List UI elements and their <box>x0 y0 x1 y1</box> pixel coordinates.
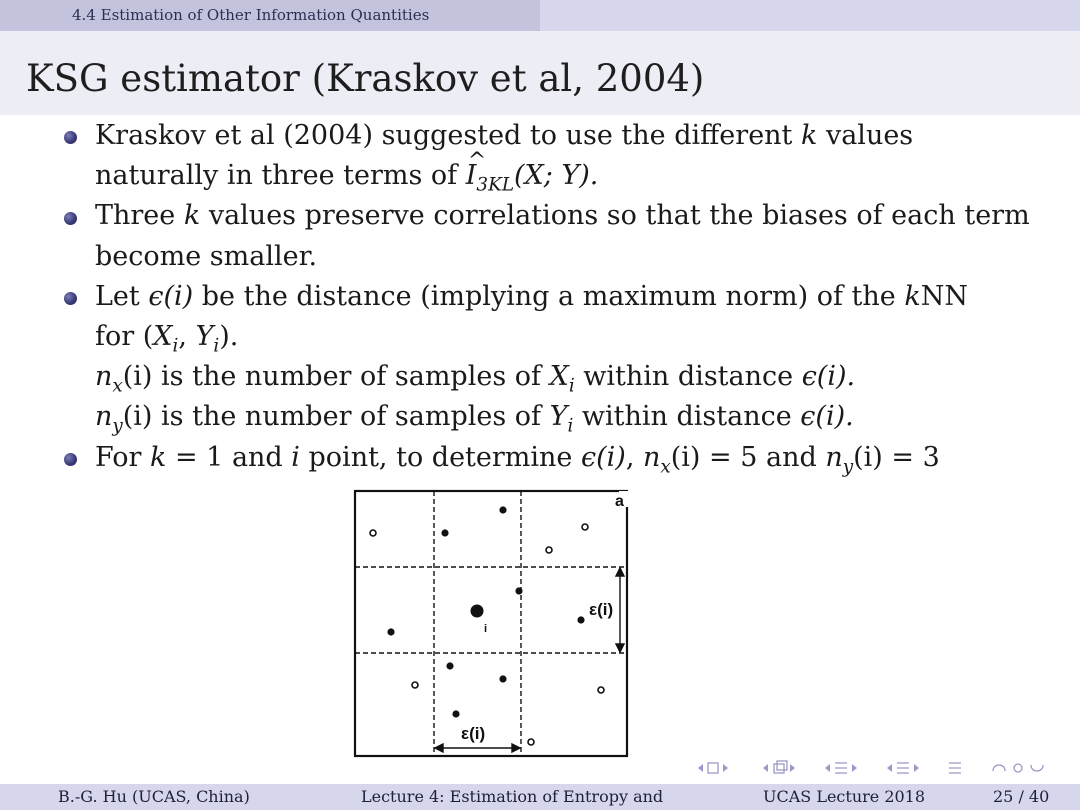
math-n: n <box>95 401 113 432</box>
math-k: k <box>801 120 818 151</box>
knn-figure <box>353 488 633 764</box>
footline <box>0 784 1080 810</box>
center-label: i <box>484 623 488 635</box>
undo-icon[interactable] <box>993 765 1005 771</box>
point <box>452 710 459 717</box>
point <box>441 529 448 536</box>
nav-frame-icon[interactable] <box>698 763 728 773</box>
math-subscript: x <box>112 375 123 397</box>
math-subscript: x <box>660 456 671 478</box>
bullet-icon <box>64 212 77 225</box>
text: NN <box>920 281 968 312</box>
section-title[interactable]: 4.4 Estimation of Other Information Quantities <box>0 0 540 31</box>
right-triangle-icon <box>790 764 795 772</box>
math-Y: Y <box>549 401 568 432</box>
bullet-3-line-4 <box>95 400 854 437</box>
frame-icon <box>708 763 718 773</box>
math-subscript: i <box>568 375 575 397</box>
math-X: X <box>549 361 569 392</box>
text: be the distance (implying a maximum norm) of the <box>193 281 905 312</box>
slides-icon <box>777 761 787 770</box>
math-n: n <box>95 361 113 392</box>
document-icon <box>897 763 909 773</box>
math-subscript: i <box>567 415 574 437</box>
text: ). <box>219 321 239 352</box>
point <box>387 628 394 635</box>
right-triangle-icon <box>914 764 919 772</box>
text: Kraskov et al (2004) suggested to use the different <box>95 120 801 151</box>
bullet-1-line-1 <box>95 119 913 153</box>
text: (i) is the number of samples of <box>122 401 550 432</box>
text: (i) = 5 and <box>670 442 826 473</box>
redo-icon[interactable] <box>1031 765 1043 771</box>
left-triangle-icon <box>763 764 768 772</box>
point <box>499 675 506 682</box>
math-Y: Y <box>195 321 214 352</box>
text: for ( <box>95 321 154 352</box>
math-k: k <box>904 281 921 312</box>
bullet-2-line-1 <box>95 199 1030 233</box>
math-subscript: i <box>172 335 179 357</box>
right-triangle-icon <box>723 764 728 772</box>
math-X: X <box>153 321 173 352</box>
text: , <box>625 442 643 473</box>
math-subscript: y <box>842 456 854 478</box>
headline-bar <box>0 0 1080 31</box>
math-args: (X; Y). <box>514 160 599 191</box>
math-n: n <box>642 442 661 473</box>
left-triangle-icon <box>698 764 703 772</box>
eps-label-right: ε(i) <box>589 600 614 619</box>
math-subscript: i <box>213 335 220 357</box>
point <box>577 616 584 623</box>
right-triangle-icon <box>852 764 857 772</box>
navigation-symbols <box>693 757 1073 779</box>
section-icon <box>835 763 847 773</box>
nav-subsection-icon[interactable] <box>763 761 795 773</box>
math-subscript: y <box>112 415 123 437</box>
slides-icon <box>774 764 784 773</box>
point <box>499 506 506 513</box>
text: values preserve correlations so that the biases of each term <box>200 200 1030 231</box>
bullet-1-line-2 <box>95 159 599 196</box>
bullet-icon <box>64 453 77 466</box>
math-i: i <box>291 442 300 473</box>
toc-icon[interactable] <box>949 763 961 773</box>
search-icon[interactable] <box>1014 764 1022 772</box>
bullet-3-line-1 <box>95 280 968 314</box>
text: Three <box>95 200 184 231</box>
frame-title-bar <box>0 31 1080 115</box>
nav-section-icon[interactable] <box>825 763 857 773</box>
math-n: n <box>825 442 843 473</box>
math-eps: ϵ(i). <box>800 401 854 432</box>
point <box>528 739 534 745</box>
point <box>582 524 588 530</box>
text: values <box>817 120 914 151</box>
center-point <box>471 605 484 618</box>
text: (i) = 3 <box>853 442 940 473</box>
point <box>446 662 453 669</box>
nav-document-icon[interactable] <box>887 763 919 773</box>
math-I-hat: ^ I <box>466 159 477 193</box>
bullet-4-line-1 <box>95 441 940 478</box>
text: within distance <box>574 361 802 392</box>
bullet-3-line-2 <box>95 320 239 357</box>
text: (i) is the number of samples of <box>122 361 550 392</box>
bullet-2-line-2: become smaller. <box>95 241 318 272</box>
bullet-3-line-3 <box>95 360 856 397</box>
bullet-icon <box>64 292 77 305</box>
math-eps: ϵ(i). <box>801 361 856 392</box>
text: For <box>95 442 151 473</box>
eps-label-bottom: ε(i) <box>461 724 486 743</box>
point <box>412 682 418 688</box>
footer-page-number: 25 / 40 <box>993 787 1050 806</box>
frame-title: KSG estimator (Kraskov et al, 2004) <box>26 57 705 100</box>
nav-icons <box>698 761 1043 773</box>
text: naturally in three terms of <box>95 160 466 191</box>
footer-author[interactable]: B.-G. Hu (UCAS, China) <box>58 787 250 806</box>
math-eps: ϵ(i) <box>580 442 626 473</box>
text: point, to determine <box>299 442 581 473</box>
math-subscript: 3KL <box>476 174 515 196</box>
left-triangle-icon <box>825 764 830 772</box>
point <box>515 587 522 594</box>
text: , <box>178 321 196 352</box>
point <box>370 530 376 536</box>
point <box>598 687 604 693</box>
text: Let <box>95 281 149 312</box>
text: = 1 and <box>166 442 292 473</box>
footer-lecture[interactable]: Lecture 4: Estimation of Entropy and <box>361 787 664 806</box>
figure-frame <box>355 491 627 756</box>
text: within distance <box>573 401 801 432</box>
footer-venue[interactable]: UCAS Lecture 2018 <box>763 787 926 806</box>
point <box>546 547 552 553</box>
left-triangle-icon <box>887 764 892 772</box>
math-eps: ϵ(i) <box>148 281 194 312</box>
panel-label: a <box>615 493 624 510</box>
math-k: k <box>183 200 201 231</box>
math-k: k <box>150 442 167 473</box>
bullet-icon <box>64 131 77 144</box>
